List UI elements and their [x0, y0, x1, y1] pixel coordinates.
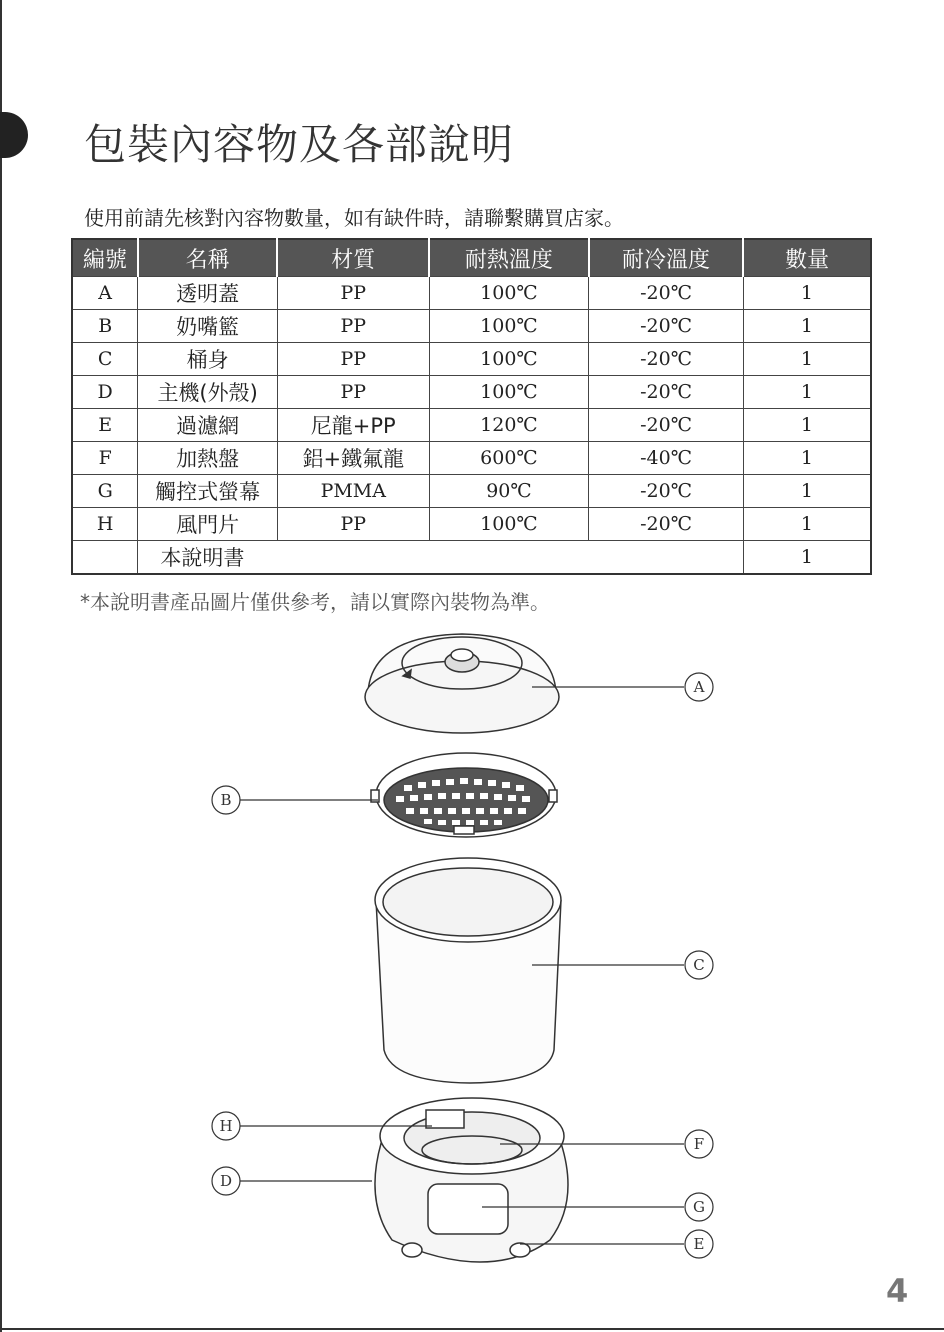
cell-material: 尼龍+PP — [277, 409, 429, 442]
cell-heat: 600℃ — [429, 442, 589, 475]
table-row-manual — [72, 541, 871, 575]
cell-code: H — [72, 508, 138, 541]
table-row — [72, 508, 871, 541]
cell-cold: -20℃ — [589, 343, 744, 376]
cell-qty: 1 — [743, 310, 871, 343]
cell-name: 風門片 — [138, 508, 278, 541]
cell-code: G — [72, 475, 138, 508]
header-qty: 數量 — [743, 239, 871, 277]
cell-heat: 100℃ — [429, 277, 589, 310]
cell-name: 加熱盤 — [138, 442, 278, 475]
header-code: 編號 — [72, 239, 138, 277]
cell-name: 主機(外殼) — [138, 376, 278, 409]
callout-c — [685, 951, 713, 979]
callout-d — [212, 1167, 240, 1195]
basket-illustration — [371, 753, 557, 837]
cell-qty: 1 — [743, 541, 871, 575]
callout-e — [685, 1230, 713, 1258]
callout-h-label: H — [219, 1117, 233, 1135]
table-row — [72, 409, 871, 442]
table-row — [72, 376, 871, 409]
cell-heat: 100℃ — [429, 343, 589, 376]
header-material: 材質 — [277, 239, 429, 277]
cell-material: PP — [277, 310, 429, 343]
cell-code: C — [72, 343, 138, 376]
page-border-bottom — [0, 1328, 944, 1330]
page-title: 包裝內容物及各部說明 — [84, 120, 515, 169]
cell-cold: -20℃ — [589, 277, 744, 310]
callout-e-label: E — [693, 1235, 705, 1253]
table-row — [72, 343, 871, 376]
cell-heat: 100℃ — [429, 376, 589, 409]
callout-b-label: B — [220, 791, 232, 809]
cell-material: PMMA — [277, 475, 429, 508]
cell-name: 桶身 — [138, 343, 278, 376]
cell-material: 鋁+鐵氟龍 — [277, 442, 429, 475]
table-row — [72, 442, 871, 475]
parts-table — [71, 238, 872, 575]
cell-code: A — [72, 277, 138, 310]
cell-cold: -40℃ — [589, 442, 744, 475]
cell-qty: 1 — [743, 442, 871, 475]
cell-material: PP — [277, 376, 429, 409]
header-cold: 耐冷溫度 — [589, 239, 744, 277]
cell-qty: 1 — [743, 277, 871, 310]
callout-g-label: G — [693, 1198, 705, 1216]
cell-code-empty — [72, 541, 138, 575]
cell-code: B — [72, 310, 138, 343]
bucket-illustration — [375, 858, 561, 1083]
cell-manual-name: 本說明書 — [138, 541, 743, 575]
cell-heat: 90℃ — [429, 475, 589, 508]
cell-qty: 1 — [743, 475, 871, 508]
cell-name: 觸控式螢幕 — [138, 475, 278, 508]
table-row — [72, 475, 871, 508]
intro-text: 使用前請先核對內容物數量，如有缺件時，請聯繫購買店家。 — [84, 206, 624, 230]
cell-material: PP — [277, 277, 429, 310]
base-illustration — [375, 1098, 568, 1262]
cell-code: F — [72, 442, 138, 475]
callout-g — [685, 1193, 713, 1221]
cell-material: PP — [277, 343, 429, 376]
cell-name: 奶嘴籃 — [138, 310, 278, 343]
disclaimer-note: *本說明書產品圖片僅供參考，請以實際內裝物為準。 — [80, 590, 550, 614]
cell-material: PP — [277, 508, 429, 541]
callout-h — [212, 1112, 240, 1140]
cell-code: E — [72, 409, 138, 442]
section-tab-marker — [0, 112, 28, 158]
cell-name: 過濾網 — [138, 409, 278, 442]
cell-heat: 100℃ — [429, 310, 589, 343]
cell-cold: -20℃ — [589, 376, 744, 409]
callout-c-label: C — [693, 956, 705, 974]
header-heat: 耐熱溫度 — [429, 239, 589, 277]
cell-cold: -20℃ — [589, 310, 744, 343]
callout-f — [685, 1130, 713, 1158]
exploded-parts-diagram — [0, 600, 944, 1300]
cell-code: D — [72, 376, 138, 409]
callout-a — [685, 673, 713, 701]
callout-d-label: D — [219, 1172, 233, 1190]
table-header-row — [72, 239, 871, 277]
page-number: 4 — [886, 1272, 909, 1310]
cell-heat: 100℃ — [429, 508, 589, 541]
cell-qty: 1 — [743, 409, 871, 442]
callout-f-label: F — [693, 1135, 705, 1153]
header-name: 名稱 — [138, 239, 278, 277]
cell-cold: -20℃ — [589, 409, 744, 442]
callout-b — [212, 786, 240, 814]
cell-cold: -20℃ — [589, 508, 744, 541]
cell-heat: 120℃ — [429, 409, 589, 442]
cell-qty: 1 — [743, 376, 871, 409]
lid-illustration — [365, 634, 559, 733]
cell-cold: -20℃ — [589, 475, 744, 508]
cell-name: 透明蓋 — [138, 277, 278, 310]
cell-qty: 1 — [743, 343, 871, 376]
table-row — [72, 277, 871, 310]
cell-qty: 1 — [743, 508, 871, 541]
table-row — [72, 310, 871, 343]
callout-a-label: A — [693, 678, 705, 696]
